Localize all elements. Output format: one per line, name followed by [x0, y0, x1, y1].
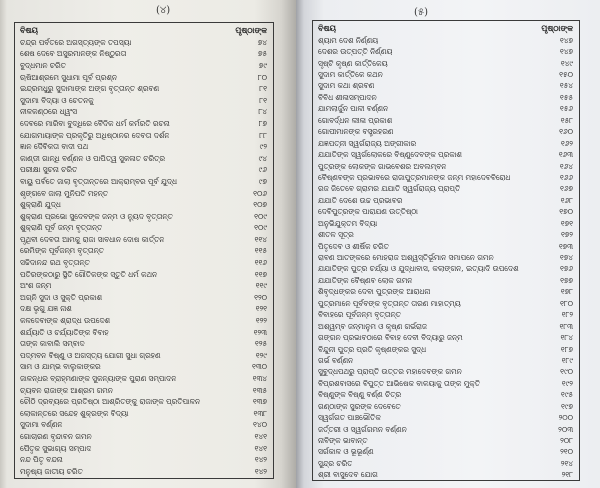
toc-entry-title: ଅଶ୍ୱମ୍ବ ଜନ୍ମାନୁମ ଓ କୃଷ୍ଣ ଗର୍ଭରାଜ: [318, 321, 427, 331]
toc-entry-title: ରେମିଙ୍କ ପୂର୍ବଜନ୍ମ ବୃତ୍ତାନ୍ତ: [20, 246, 104, 256]
toc-entry: [313, 172, 579, 183]
toc-entry: [15, 60, 273, 72]
toc-entry-page: ୮୪: [258, 107, 267, 117]
toc-entry-page: ୧୫୬: [559, 104, 573, 114]
toc-entry-page: ୧୯୭: [560, 401, 573, 411]
toc-entry-page: ୧୩୭: [252, 397, 267, 407]
toc-entry: [313, 412, 579, 423]
toc-entry-title: ବୈଷ୍ଣବଙ୍କ ପ୍ରଭାବରେ ରାଜାପୁତ୍ରମାନଙ୍କ ଜନ୍ମ ମହାଦେବବିରୋଧ: [318, 172, 511, 182]
toc-entry-page: ୧୭୦: [559, 207, 573, 217]
toc-entry-page: ୧୧୫: [254, 246, 267, 256]
left-page: [0, 0, 296, 488]
toc-entry-title: ଦେବିପୁତ୍ରଙ୍କ ପାରାଯଣ ଉତ୍ତିଷ୍ଠା: [318, 207, 418, 217]
toc-entry: [313, 184, 579, 195]
toc-entry-title: କାଣ୍ଡୀ ଗାନ୍ଧି ବର୍ଣ୍ଣନ ଓ ପାପିତ୍ୱ ସୁକଳାତ ଚରିତ୍ର: [20, 153, 165, 163]
toc-entry: [15, 234, 273, 246]
toc-entry: [313, 344, 579, 355]
toc-entry-page: ୧୪୭: [559, 47, 573, 57]
toc-entry-title: ଶୃଙ୍ଗବେ ଜାଲା ମୁନିପତି ମହନ୍ତ: [20, 188, 109, 198]
toc-entry: [15, 304, 273, 316]
toc-entry-title: ଯୋଗମାୟାଙ୍କ ପ୍ରକୃତିରୁ ଅଧିଷ୍ଠାନର ଦେବତା ଦର୍ଶନ: [20, 130, 170, 140]
toc-entry: [313, 69, 579, 80]
toc-entry: [313, 138, 579, 149]
toc-entry: [313, 332, 579, 343]
toc-entry-title: ସ୍ୱର୍ଗଗତ ପାଞ୍ଚଭୌତିକ: [318, 413, 381, 423]
toc-entry: [15, 431, 273, 443]
toc-entry: [15, 223, 273, 235]
toc-entry-title: ଅନୁଭିଯୁକ୍ତମ ବିଦ୍ୟା: [318, 218, 378, 228]
toc-entry-title: ଲୋକାନ୍ତରେ ସନ୍ଦେହ ଶୁକ୍ରଙ୍କ ବିଦ୍ୟା: [20, 408, 129, 418]
toc-entry-title: ଯାମଲାର୍ଜୁନ ପାଳୀ ବର୍ଣ୍ଣନ: [318, 104, 389, 114]
toc-list: [313, 35, 579, 481]
toc-entry-page: ୧୧୬: [254, 258, 267, 268]
toc-entry-title: ଚନ୍ଦ୍ର ପର୍ବତରେ ଅଗସ୍ତ୍ୟଙ୍କ ତପସ୍ୟା: [20, 37, 132, 47]
toc-entry-page: ୧୩୦: [251, 362, 267, 372]
toc-entry-title: ତାଙ୍କ କାବାଲି ସମ୍ବାଦ: [20, 339, 85, 349]
toc-entry-page: ୧୬୦: [559, 127, 573, 137]
toc-entry-page: ୧୪୭: [559, 35, 573, 45]
toc-entry-page: ୨୧୦: [560, 447, 573, 457]
toc-entry-page: ୮୧: [259, 95, 267, 105]
toc-entry-page: ୧୬୨: [560, 138, 573, 148]
toc-entry: [313, 149, 579, 160]
toc-entry-page: ୧୨୫: [254, 339, 267, 349]
toc-entry-page: ୨୦୮: [560, 436, 573, 446]
toc-entry-title: ସୁଦାମ କଥା ଶ୍ରବଣ: [318, 81, 375, 91]
toc-entry: [15, 385, 273, 397]
toc-entry-page: ୧୦୯: [254, 223, 267, 233]
toc-entry-title: ଶ୍ୟାମ ଦେଶ ନିର୍ଣ୍ଣୟ: [318, 35, 379, 45]
toc-entry-page: ୧୮୩: [559, 321, 573, 331]
toc-entry-page: ୧୯୫: [560, 390, 573, 400]
toc-entry-title: ରାବଣ ଆତଙ୍କରେ ମୋହରାଜ ଅଶ୍ୱସ୍ତିର୍ଭୂମାନ ସମାପନେ ଗମନ: [318, 253, 494, 263]
toc-entry-page: ୧୮୦: [559, 298, 573, 308]
toc-entry-title: ସଚ୍ଚିଦାନନ୍ଦ ରଥ ବୃତ୍ତାନ୍ତ: [20, 258, 90, 268]
toc-entry: [15, 176, 273, 188]
toc-entry-page: ୧୪୨: [254, 466, 267, 476]
toc-entry-title: ସର୍ଗକାଳ ଓ ଭୂଭୂର୍ଣ୍ଣ: [318, 447, 374, 457]
toc-entry-page: ୯୪: [258, 153, 267, 163]
toc-entry-page: ୧୨୩: [253, 327, 267, 337]
toc-entry-page: ୧୨୯: [255, 350, 267, 360]
toc-entry-page: ୨୧୮: [561, 470, 573, 480]
toc-entry: [313, 321, 579, 332]
toc-entry: [313, 424, 579, 435]
toc-entry-title: ସୃଷ୍ଟି କୃଷ୍ଣ କାର୍ତ୍ତିକେୟ: [318, 58, 388, 68]
toc-entry: [15, 373, 273, 385]
toc-entry-page: ୧୮୨: [561, 310, 573, 320]
toc-entry-page: ୧୭୭: [560, 275, 573, 285]
toc-entry-title: ନୀଳକଣ୍ଠରେ ଧ୍ୱଂସ: [20, 107, 77, 117]
toc-entry: [15, 141, 273, 153]
toc-entry: [15, 118, 273, 130]
toc-entry-page: ୧୯୨: [561, 378, 573, 388]
toc-entry-title: ଇନ୍ଦ୍ରମଧୁରୁ ସୁଦାମାଙ୍କ ଅଙ୍ଗ ବୃତ୍ତାନ୍ତ ଶ୍ରବଣ: [20, 84, 160, 94]
toc-entry: [15, 83, 273, 95]
toc-entry-page: ୧୯୦: [560, 367, 573, 377]
toc-entry-title: ବିନ୍ଦୁନୀ ପୁତ୍ର ପ୍ରତି କୃଷ୍ଣଙ୍କର ସୁଦ୍ଧ: [318, 344, 427, 354]
toc-entry: [313, 161, 579, 172]
toc-entry-page: ୧୧୯: [255, 281, 267, 291]
toc-entry: [313, 58, 579, 69]
toc-header-topic: ବିଷୟ: [318, 22, 336, 33]
toc-entry-page: ୧୩୮: [253, 408, 267, 418]
toc-entry-title: ବିବିଧ ଶୀଳାସମ୍ପାଦନ: [318, 92, 377, 102]
toc-header-row: [313, 21, 579, 35]
toc-entry: [313, 241, 579, 252]
toc-entry-title: ଦେବରେ ମାରିବା ବୁଦ୍ଧିରେ ବୈଦିକ ଧର୍ମ କର୍ମରତି ରଚନା: [20, 118, 170, 128]
toc-entry-title: ବାୟୁ ପର୍ବତେ ଜାଲା ବୃତ୍ତାନ୍ତରେ ଆକ୍ରାମ୍ବର ପୂର୍ବ ଯୁଦ୍ଧ: [20, 176, 177, 186]
toc-entry-page: ୯୨: [259, 142, 267, 152]
toc-entry-title: ସୁଦାମା ବର୍ଣ୍ଣନ: [20, 420, 63, 430]
toc-entry: [15, 396, 273, 408]
toc-entry-title: ଚ୍ୟବନ ରାଜାଙ୍କ ଆଶ୍ରମ ଗମନ: [20, 385, 113, 395]
toc-entry: [313, 104, 579, 115]
toc-entry-page: ୧୧୪: [254, 234, 267, 244]
toc-entry: [313, 207, 579, 218]
toc-entry-title: ଶୀତଳ ସୂତ୍ର: [318, 230, 354, 240]
toc-entry-page: ୧୨୦: [254, 292, 267, 302]
page-number-marker: (୪): [156, 5, 171, 16]
toc-entry-title: ବୁଦ୍ଧମାନ ଚରିତ: [20, 60, 66, 70]
toc-entry-title: ଗୋଚାରଣ ବୃନ୍ଦାବନ ଗମନ: [20, 431, 92, 441]
toc-entry-page: ୧୭୨: [560, 230, 573, 240]
toc-entry-page: ୧୮୪: [560, 333, 573, 343]
toc-entry: [313, 218, 579, 229]
toc-entry: [313, 195, 579, 206]
toc-entry-page: ୧୪୨: [254, 455, 267, 465]
toc-header-row: [15, 23, 273, 37]
toc-entry-page: ୮୭: [258, 118, 267, 128]
toc-entry-title: ପୈତୃକ ସୁଭାଗ୍ୟ ସମ୍ପାଦ: [20, 443, 92, 453]
toc-entry-title: ଶ୍ରୀ ବାସୁଦେବ ଯୋଗ: [318, 470, 378, 480]
toc-entry-title: ନନ୍ଦ ପିତୃ ବନ୍ଦନା: [20, 455, 63, 465]
toc-entry-page: ୨୧୪: [560, 458, 573, 468]
toc-entry-title: ରଜ ଜିତେବେ ଗ୍ରାମର ଯଯାତି ସ୍ୱର୍ଗରାଜ୍ୟ ପ୍ରାପ୍ତି: [318, 184, 461, 194]
toc-entry-title: ପଦ୍ମବନ ବିଷ୍ଣୁ ଓ ଅଗସ୍ତ୍ୟ ଯୋଗୀ ସୁଧା ଗ୍ରହଣ: [20, 350, 161, 360]
toc-entry-title: ସାମ ଓ ଯାମ୍ଭ ବାଲୁକାଙ୍କର: [20, 362, 101, 372]
toc-entry-page: ୧୫୪: [559, 81, 573, 91]
toc-entry-title: ଯଯାତି ଦେଶେ ଉଚ୍ଚ ପ୍ରଭାବର: [318, 195, 403, 205]
toc-entry: [15, 280, 273, 292]
toc-entry-page: ୧୬୪: [559, 161, 573, 171]
toc-entry-title: ପତିରଙ୍କଠାରୁ ସ୍ଥିତି ଗୌତିକଙ୍କ ସ୍ତୁତି ଧର୍ମ କଥନ: [20, 269, 158, 279]
toc-entry: [15, 350, 273, 362]
toc-entry-page: ୧୬୭: [559, 184, 573, 194]
toc-entry: [313, 275, 579, 286]
toc-entry: [15, 37, 273, 49]
toc-entry: [313, 470, 579, 481]
toc-entry-page: ୧୦୬: [253, 188, 267, 198]
toc-entry-page: ୧୭୪: [559, 253, 573, 263]
toc-entry: [15, 420, 273, 432]
toc-entry-title: ଅଗ୍ନି ସୁଦା ଓ ସୁକ୍ତି ପ୍ରକାଶ: [20, 292, 103, 302]
toc-entry-page: ୭୪: [257, 37, 267, 47]
toc-entry: [313, 458, 579, 469]
toc-entry-title: ମନୁଷ୍ୟ ଜାତୀୟ ଚରିତ: [20, 466, 83, 476]
toc-entry: [313, 264, 579, 275]
toc-entry: [313, 287, 579, 298]
toc-entry-title: ଶୁକ୍ରାଣି ପୂର୍ବ ଜନ୍ମ ବୃତ୍ତାନ୍ତ: [20, 223, 103, 233]
toc-entry: [313, 435, 579, 446]
toc-entry-page: ୧୬୮: [560, 195, 573, 205]
toc-entry-title: ଗୋବର୍ଦ୍ଧନ ଲୀଳା ପ୍ରକାଶ: [318, 115, 393, 125]
toc-entry-page: ୧୩୪: [252, 374, 267, 384]
toc-entry-page: ୭୫: [257, 49, 267, 59]
toc-entry-title: ସୁଦାମା ବିଦ୍ୟା ଓ ଚେତନକୁ: [20, 95, 94, 105]
toc-entry-title: ଜାଳନ୍ଧର ବ୍ରାହ୍ମଣାଙ୍କ ସୁକନ୍ୟାଙ୍କ ପୁରାଣ ସମ୍ପାଦନ: [20, 374, 177, 384]
toc-entry: [15, 130, 273, 142]
toc-entry: [15, 188, 273, 200]
toc-entry-title: ଶିବୃଦ୍ଧଙ୍କର ଦେବା ପୁତ୍ରଙ୍କ ଆରାଧନା: [318, 287, 431, 297]
toc-entry: [15, 466, 273, 478]
toc-entry-title: ଗଣ୍ଠାଙ୍କ ସୁରଙ୍କ ଦେବେତେ: [318, 401, 401, 411]
toc-entry-title: ଗର୍ଭ ବର୍ଣ୍ଣନ: [318, 355, 354, 365]
toc-entry: [15, 408, 273, 420]
toc-entry-page: ୧୪୧: [254, 443, 267, 453]
toc-entry-title: ବିପ୍ରଶବାସରେ ବିପୁତ୍ତ ଆଭିଷେକ ବାଳୟାକୁ ତାଙ୍କ ମୁକ୍ତି: [318, 378, 480, 388]
toc-entry: [313, 229, 579, 240]
toc-entry-page: ୮୧: [259, 84, 267, 94]
page-number-marker: (୫): [414, 7, 429, 18]
toc-entry-title: ଶର୍ଯ୍ୟାତି ଓ ଚର୍ଯ୍ୟାତିଙ୍କ ବିବାହ: [20, 327, 109, 337]
toc-entry-title: ଜର୍ତ୍ତରୀ ଓ ସ୍ୱର୍ଗଗମନ ବର୍ଣ୍ଣନ: [318, 424, 407, 434]
toc-entry: [313, 81, 579, 92]
toc-entry-page: ୧୭୬: [559, 264, 573, 274]
toc-list: [15, 37, 273, 478]
toc-entry-page: ୮୮: [259, 130, 267, 140]
toc-entry-title: ସୁବୁଦ୍ଧପଥରୁ ପ୍ରାପ୍ତି ଉତ୍ତର ମହାଦେବଙ୍କ ଗମନ: [318, 367, 462, 377]
toc-entry: [15, 338, 273, 350]
toc-entry-page: ୧୪୧: [254, 431, 267, 441]
toc-entry-page: ୧୫୫: [559, 92, 573, 102]
toc-entry-page: ୨୦୦: [558, 413, 573, 423]
table-of-contents-box: [312, 20, 580, 481]
toc-entry: [15, 107, 273, 119]
toc-entry: [313, 127, 579, 138]
toc-entry-title: ଗଙ୍ଗନ ପ୍ରଭାବଠାରେ ବିବାହ ଦେବୀ ବିଦ୍ୟାରୁ ଜନ୍ମ: [318, 333, 463, 343]
toc-header-page: ପୃଷ୍ଠାଙ୍କ: [235, 24, 267, 35]
toc-entry-page: ୧୨୧: [255, 304, 267, 314]
toc-entry-title: ଶୁକ୍ରାଣ ପ୍ରଭୋ ସୁଦେବଙ୍କ ଜନ୍ମ ଓ ନ୍ୟୁଦ ବୃତ୍ତାନ୍ତ: [20, 211, 173, 221]
toc-entry-page: ୨୦୩: [558, 424, 573, 434]
toc-entry: [15, 269, 273, 281]
toc-entry: [313, 367, 579, 378]
toc-entry-page: ୧୮୭: [560, 344, 573, 354]
toc-entry-page: ୧୦୯: [254, 211, 267, 221]
toc-entry-title: ଜ୍ଞାନ ଦୈବିକତା ବାଦୀ ପଥ: [20, 142, 89, 152]
toc-entry: [15, 165, 273, 177]
toc-entry-title: ଅଂଶ ଜନ୍ମ: [20, 281, 52, 291]
table-of-contents-box: [14, 22, 274, 479]
toc-entry: [15, 72, 273, 84]
toc-entry: [15, 246, 273, 258]
toc-entry: [313, 401, 579, 412]
toc-entry-title: ପୃଥିବୀ ଦେବତା ଆମକୁ ରାଜା ସାବଧାନ ଦୋଷ କାର୍ତ୍ତନ: [20, 234, 165, 244]
toc-entry-title: ଯଜ୍ଞପତ୍ନୀ ସ୍ୱର୍ଗରାଜ୍ୟ ଅଙ୍ଗୀକାର: [318, 138, 417, 148]
toc-entry: [313, 298, 579, 309]
toc-entry: [313, 35, 579, 46]
toc-entry-page: ୧୨୨: [255, 316, 267, 326]
toc-entry: [15, 199, 273, 211]
toc-entry: [313, 378, 579, 389]
toc-entry-title: ବିଷ୍ଣୁଙ୍କ ବିଷ୍ଣୁ ବର୍ଣ୍ଣ ଚିତ୍ର: [318, 390, 402, 400]
toc-entry: [15, 327, 273, 339]
toc-entry: [15, 153, 273, 165]
toc-entry-page: ୯୭: [258, 176, 267, 186]
toc-entry-title: ନାବିଙ୍କ ଭାବାନ୍ତ: [318, 436, 368, 446]
toc-entry: [313, 447, 579, 458]
toc-entry-title: ପୁତ୍ରମାନେ ପୂର୍ବବଙ୍କ ବୃତ୍ତାନ୍ତ ତାରଣ ମାହାତ୍ମ୍ୟ: [318, 298, 461, 308]
toc-entry: [15, 362, 273, 374]
toc-entry: [15, 95, 273, 107]
toc-entry: [313, 46, 579, 57]
toc-entry-title: ଶୁକ୍ରାଣି ଯୁଦ୍ଧ: [20, 200, 61, 210]
toc-entry-page: ୧୧୭: [254, 269, 267, 279]
toc-entry-title: ପରୀକ୍ଷା ସୁଚନା ଚରିତ: [20, 165, 78, 175]
toc-entry-page: ୧୪୯: [560, 58, 573, 68]
toc-entry-page: ୧୭୮: [560, 287, 573, 297]
toc-entry: [15, 49, 273, 61]
toc-entry-title: ଶେଷ ଦେବେ ଅସୁରମାନଙ୍କ ନିଷ୍ଠୁରତା: [20, 49, 127, 59]
toc-entry-page: ୧୭୩: [558, 241, 573, 251]
toc-entry-page: ୭୯: [258, 60, 267, 70]
toc-entry-title: ସୁନ୍ଦ୍ର ଚରିତ: [318, 458, 353, 468]
toc-entry: [313, 355, 579, 366]
toc-entry: [15, 257, 273, 269]
toc-entry: [313, 115, 579, 126]
toc-entry-page: ୧୮୯: [561, 355, 573, 365]
toc-entry: [15, 443, 273, 455]
toc-entry-page: ୧୭୧: [560, 218, 573, 228]
toc-entry: [313, 390, 579, 401]
toc-entry: [313, 92, 579, 103]
toc-entry-title: କଳଦେବାଙ୍କ ଶ୍ରାଦ୍ଧ ଉପଦେଶ: [20, 316, 111, 326]
toc-entry-title: ଯଯାତିଙ୍କ ପୁତ୍ର ଚର୍ଯ୍ୟା ଓ ଯୁଦ୍ଧାବାସ, କଲାଙ୍ଗନ, ଇତ୍ୟାଦି ଉପଦେଶ: [318, 264, 519, 274]
toc-entry-page: ୯୬: [258, 165, 267, 175]
toc-entry-title: ସୁଦାମ କାର୍ତ୍ତିକେ କଥନ: [318, 70, 383, 80]
toc-header-topic: ବିଷୟ: [20, 24, 38, 35]
toc-entry: [15, 315, 273, 327]
toc-entry-title: ଯଯାତିଙ୍କ ସ୍ୱର୍ଗଲୋକରେ ବିଷ୍ଣୁଦେବଙ୍କ ପ୍ରକାଶ: [318, 150, 462, 160]
toc-entry-title: ବିବାହରେ ପୂର୍ବଜନ୍ମ ବୃତ୍ତାନ୍ତ: [318, 310, 401, 320]
toc-entry: [15, 292, 273, 304]
toc-entry-page: ୮୦: [257, 72, 267, 82]
toc-entry-page: ୧୪୦: [253, 420, 267, 430]
toc-entry-title: ଗୋପୀମାନଙ୍କ ବସ୍ତ୍ରହରଣ: [318, 127, 394, 137]
toc-entry-page: ୧୩୫: [252, 385, 267, 395]
toc-entry-title: ପୁତ୍ରଙ୍କ ଲୋକଙ୍କ ଗାଭବେଶର ଅବଲମ୍ବନ: [318, 161, 447, 171]
toc-entry-page: ୧୬୩: [558, 150, 573, 160]
right-page: [296, 0, 600, 488]
toc-entry-page: ୧୦୭: [253, 200, 267, 210]
toc-entry-page: ୧୫୮: [560, 115, 573, 125]
toc-entry-page: ୧୫୦: [559, 70, 573, 80]
toc-entry-title: ଋଷିଆଶ୍ରମେ ସୁଧାମା ପୂର୍ବ ପ୍ରଶ୍ନ: [20, 72, 117, 82]
toc-entry-title: ପିତୃଦେବ ଓ ଶୀର୍ଷିକ ଚରିତ: [318, 241, 389, 251]
toc-header-page: ପୃଷ୍ଠାଙ୍କ: [541, 22, 573, 33]
toc-entry-title: ଚୌଠି ଦ୍ରବ୍ୟରେ ପ୍ରତିଷ୍ଠା ଆଶ୍ରିତଙ୍କୁ ରାଜାଙ୍କ ପ୍ରତିପାଳନ: [20, 397, 201, 407]
toc-entry-title: ଦେଶର ଉତ୍ପତ୍ତି ନିର୍ଣ୍ଣୟ: [318, 47, 393, 57]
toc-entry: [313, 310, 579, 321]
toc-entry: [15, 454, 273, 466]
toc-entry: [15, 211, 273, 223]
toc-entry: [313, 252, 579, 263]
toc-entry-title: ଯଯାତିଙ୍କ ବୈଷ୍ଣବ ଲୋକ ଗମନ: [318, 275, 413, 285]
toc-entry-title: ଦକ୍ଷ ଭୃଗୁ ଯଜ୍ଞ ନାଶ: [20, 304, 72, 314]
toc-entry-page: ୧୬୬: [559, 172, 573, 182]
